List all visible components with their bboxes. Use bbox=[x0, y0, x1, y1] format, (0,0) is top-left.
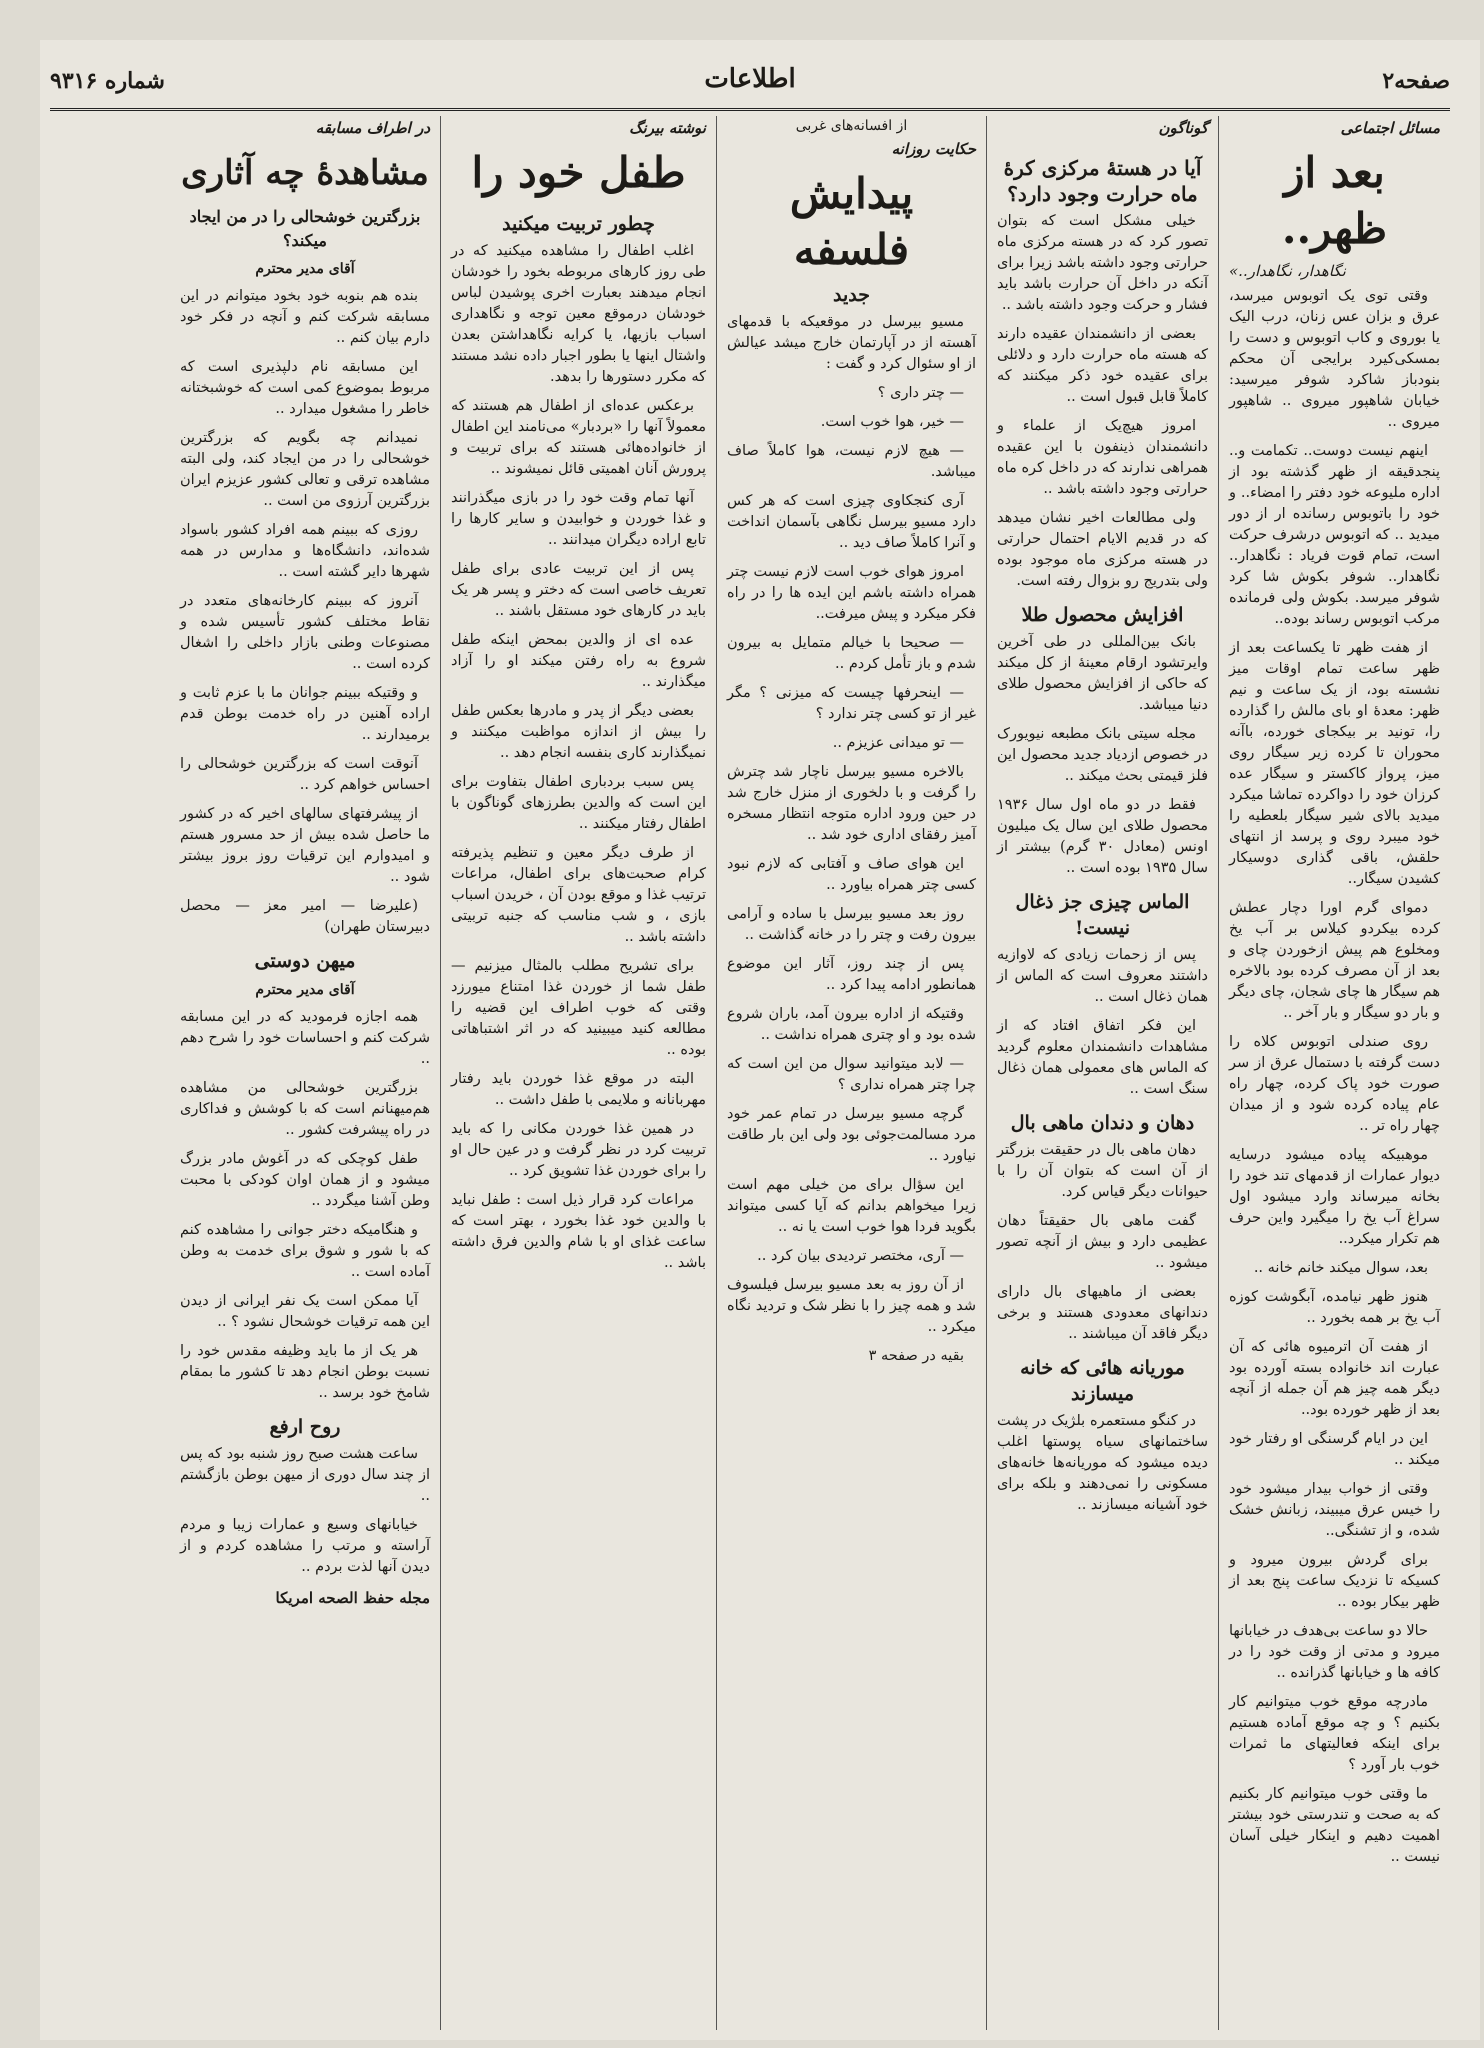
article-title: آیا در هستهٔ مرکزی کرهٔ ماه حرارت وجود دارد؟ bbox=[1003, 156, 1202, 206]
paragraph: از هفت ظهر تا یکساعت بعد از ظهر ساعت تمام اوقات میز نشسته بود، از یک ساعت و نیم ظهر: معدهٔ او بای مالش را گذارده را، تونید بر بیکجای‌ خورده، باآنه محوران تا کرده زیر سیگار روی میز، پرواز کاکستر و سیگار عده کرزان خود را دواکرده تماشا میکرد میدید بالای شیر سیگار بلعطیه را خود میبرد روی و پرسد از انتهای حلقش، باقی گذاری دوسیکار کشیدن سیگار.. bbox=[1229, 640, 1440, 887]
paragraph: آیا ممکن است یک نفر ایرانی از دیدن این همه ترقیات خوشحال نشود ؟ .. bbox=[180, 1293, 430, 1330]
paragraph: خیلی مشکل است که بتوان تصور کرد که در هسته مرکزی ماه حرارتی وجود داشته باشد زیرا برای آنکه در داخل آن حرارت باشد باید فشار و حرکت وجود داشته باشد .. bbox=[997, 213, 1208, 313]
paragraph: — لابد میتوانید سوال من این است که چرا چتر همراه نداری ؟ bbox=[727, 1056, 976, 1093]
paragraph: آری کنجکاوی چیزی است که هر کس دارد مسیو بیرسل نگاهی بآسمان انداخت و آنرا کاملاً صاف دید .. bbox=[727, 493, 976, 551]
paragraph: در همین غذا خوردن مکانی را که باید تربیت کرد در نظر گرفت و در عین حال او را برای خوردن غذا تشویق کرد .. bbox=[451, 1121, 706, 1179]
paragraph: بعضی دیگر از پدر و مادرها بعکس طفل را بیش از اندازه مواظبت میکنند و نمیگذارند کاری بنفسه انجام دهد .. bbox=[451, 703, 706, 761]
diamond-body bbox=[997, 945, 1208, 1100]
paragraph: این در ایام گرسنگی او رفتار خود میکند .. bbox=[1229, 1431, 1440, 1468]
paragraph: هنوز ظهر نیامده، آبگوشت کوزه آب یخ بر همه بخورد .. bbox=[1229, 1289, 1440, 1326]
column-contest bbox=[170, 116, 440, 2030]
paragraph: برای گردش بیرون میرود و کسیکه تا نزدیک ساعت پنج بعد از ظهر بیکار بوده .. bbox=[1229, 1552, 1440, 1610]
paragraph: این فکر اتفاق افتاد که از مشاهدات دانشمندان معلوم گردید که الماس های معمولی همان ذغال سنگ است .. bbox=[997, 1018, 1208, 1097]
paragraph: — تو میدانی عزیزم .. bbox=[832, 735, 964, 751]
paragraph: آنوقت است که بزرگترین خوشحالی را احساس خواهم کرد .. bbox=[180, 756, 430, 793]
story-source-note: از افسانه‌های غربی bbox=[795, 118, 908, 134]
paragraph: — خیر، هوا خوب است. bbox=[820, 414, 964, 430]
paragraph: عده ای از والدین بمحض اینکه طفل شروع به راه رفتن میکند او را آزاد میگذارند .. bbox=[451, 632, 706, 690]
paragraph: این سؤال برای من خیلی مهم است زیرا میخواهم بدانم که آیا کسی میتواند بگوید فردا هوا خوب است یا نه .. bbox=[727, 1177, 976, 1235]
section-label: گوناگون bbox=[1158, 119, 1208, 137]
column-miscellaneous bbox=[986, 116, 1218, 2030]
paragraph: روی صندلی اتوبوس کلاه را دست گرفته با دستمال عرق از سر صورت خود پاک کرده، چهار راه عام پیاده کرده شود و از میدان چهار راه تر .. bbox=[1229, 1034, 1440, 1134]
paragraph: از طرف دیگر معین و تنظیم پذیرفته کرام صحبت‌های برای اطفال، مراعات ترتیب غذا و موقع بودن آن ، خریدن اسباب بازی ، و شب مناسب که جنبه تربیتی داشته باشد .. bbox=[451, 845, 706, 945]
paragraph: ما وقتی خوب میتوانیم کار بکنیم که به صحت و تندرستی خود بیشتر اهمیت دهیم و اینکار خیلی آسان نیست .. bbox=[1229, 1786, 1440, 1865]
paragraph: مجله سیتی بانک مطبعه نیویورک در خصوص ازدیاد جدید محصول این فلز قیمتی بحث میکند .. bbox=[997, 726, 1208, 784]
paragraph: — آری، مختصر تردیدی بیان کرد .. bbox=[757, 1248, 964, 1264]
paragraph: بزرگترین خوشحالی من مشاهده هم‌میهنانم است که با کوشش و فداکاری در راه پیشرفت کشور .. bbox=[180, 1080, 430, 1138]
article-subtitle: جدید bbox=[833, 284, 870, 306]
whale-headline: دهان و دندان ماهی بال bbox=[1010, 1112, 1195, 1134]
paragraph: امروز هوای خوب است لازم نیست چتر همراه داشته باشم این ایده ها را در راه فکر میکرد و پیش میرفت.. bbox=[727, 564, 976, 622]
article-title: پیدایش فلسفه bbox=[789, 169, 914, 274]
patriotism-body bbox=[180, 1007, 430, 1404]
column-child-upbringing bbox=[440, 116, 716, 2030]
gold-headline: افزایش محصول طلا bbox=[1021, 604, 1184, 626]
paragraph: مادرچه موقع خوب میتوانیم کار بکنیم ؟ و چه موقع آماده هستیم برای اینکه فعالیتهای ما ثمرات خوب بار آورد ؟ bbox=[1229, 1694, 1440, 1773]
paragraph: دموای گرم اورا دچار عطش کرده بیکردو کیلاس بر آب یخ ومخلوع هم پیش ازخوردن چای و بعد از آن مصرف کرده بود بالاخره هم سیگار ها چای شجان، چای دیگر و بار دو سیگار و بار آخر .. bbox=[1229, 900, 1440, 1021]
paragraph: آنروز که ببینم کارخانه‌های متعدد در نقاط مختلف کشور تأسیس شده و مصنوعات وطنی بازار داخلی را اشغال کرده است .. bbox=[180, 593, 430, 672]
paragraph: بنده هم بنوبه خود بخود میتوانم در این مسابقه شرکت کنم و آنچه در فکر خود دارم بیان کنم .. bbox=[180, 288, 430, 346]
patriotism-headline: میهن دوستی bbox=[254, 950, 356, 972]
paragraph: پس از زحمات زیادی که لاوازیه داشتند معروف است که الماس از همان ذغال است .. bbox=[997, 947, 1208, 1005]
column-afternoon bbox=[1218, 116, 1450, 2030]
paragraph: در کنگو مستعمره بلژیک در پشت ساختمانهای سیاه پوستها اغلب دیده میشود که موریانه‌ها خانه‌های مسکونی را نمی‌دهند و بلکه برای خود آشیانه میسازند .. bbox=[997, 1413, 1208, 1513]
section-label: در اطراف مسابقه bbox=[315, 119, 430, 137]
termite-body bbox=[997, 1411, 1208, 1516]
paragraph: از پیشرفتهای سالهای اخیر که در کشور ما حاصل شده بیش از حد مسرور هستم و امیدوارم این ترقیات روز بروز بیشتر شود .. bbox=[180, 806, 430, 885]
paragraph: دهان ماهی بال در حقیقت بزرگتر از آن است که بتوان آن را با حیوانات دیگر قیاس کرد. bbox=[997, 1142, 1208, 1200]
paragraph: ولی مطالعات اخیر نشان میدهد که در قدیم الایام احتمال حرارتی در هسته مرکزی ماه موجود بوده ولی بتدریج رو بزوال رفته است. bbox=[997, 510, 1208, 589]
paragraph: هر یک از ما باید وظیفه مقدس خود را نسبت بوطن انجام دهد تا کشور ما بمقام شامخ خود برسد .. bbox=[180, 1343, 430, 1401]
section-label: حکایت روزانه bbox=[891, 140, 976, 158]
paragraph: موهبیکه پیاده میشود درسایه دیوار عمارات از قدمهای تند خود را بخانه میرساند وارد میشود اول سراغ آب یخ را میگیرد واین حرف هم تکرار میکرد.. bbox=[1229, 1147, 1440, 1247]
article-lead: بزرگترین خوشحالی را در من ایجاد میکند؟ bbox=[189, 207, 421, 250]
spirit-headline: روح ارفع bbox=[269, 1416, 341, 1438]
paragraph: مسیو بیرسل در موقعیکه با قدمهای آهسته از در آپارتمان خارج میشد عیالش از او سئوال کرد و گفت : bbox=[727, 314, 976, 372]
paragraph: آنها تمام وقت خود را در بازی میگذرانند و غذا خوردن و خوابیدن و سایر کارها را تابع اراده دیگران میدانند .. bbox=[451, 490, 706, 548]
paragraph: مراعات کرد قرار ذیل است : طفل نباید با والدین خود غذا بخورد ، بهتر است که ساعت غذای او با شام والدین فرق داشته باشد .. bbox=[451, 1192, 706, 1271]
paragraph: (علیرضا — امیر معز — محصل دبیرستان طهران) bbox=[180, 898, 430, 935]
paragraph: بقیه در صفحه ۳ bbox=[868, 1348, 964, 1364]
termite-headline: موریانه هائی که خانه میسازند bbox=[1020, 1357, 1185, 1405]
columns bbox=[50, 116, 1450, 2030]
whale-body bbox=[997, 1140, 1208, 1345]
article-body bbox=[997, 211, 1208, 592]
paragraph: البته در موقع غذا خوردن باید رفتار مهربانانه و ملایمی با طفل داشت .. bbox=[451, 1071, 706, 1108]
paragraph: گرچه مسیو بیرسل در تمام عمر خود مرد مسالمت‌جوئی بود ولی این بار طاقت نیاورد .. bbox=[727, 1106, 976, 1164]
paragraph: اینهم نیست دوست.. تکمامت و.. پنجدقیقه از ظهر گذشته بود از اداره ملیوعه خود دفتر را امضاء.. و خود را باتوبوس رسانده ار از دور میدید .. که اتوبوس درشرف حرکت است، تمام قوت فریاد : نگاهدار.. نگاهدار.. شوفر بکوش شا کرد شوفر میرسد. بکوش ولی فرمانده مرکب اتوبوس رساند بوده.. bbox=[1229, 443, 1440, 627]
article-body bbox=[727, 312, 976, 1367]
section-label: مسائل اجتماعی bbox=[1340, 119, 1440, 137]
paragraph: طفل کوچکی که در آغوش مادر بزرگ میشود و از همان اوان کودکی با محبت وطن آشنا میگردد .. bbox=[180, 1151, 430, 1209]
paragraph: — اینحرفها چیست که میزنی ؟ مگر غیر از تو کسی چتر ندارد ؟ bbox=[727, 685, 976, 722]
paragraph: این مسابقه نام دلپذیری است که مربوط بموضوع کمی است که خوشبختانه خاطر را مشغول میدارد .. bbox=[180, 359, 430, 417]
paragraph: — چتر داری ؟ bbox=[877, 385, 964, 401]
spirit-body bbox=[180, 1444, 430, 1578]
paragraph: پس سبب بردباری اطفال بتفاوت برای این است که والدین بطرزهای گوناگون با اطفال رفتار میکنند .. bbox=[451, 774, 706, 832]
paragraph: امروز هیچ‌یک از علماء و دانشمندان ذینفون با این عقیده همراهی ندارند که در داخل کره ماه حرارتی وجود داشته باشد .. bbox=[997, 418, 1208, 497]
paragraph: — صحیحا با خیالم متمایل به بیرون شدم و باز تأمل کردم .. bbox=[727, 635, 976, 672]
page-number: صفحه۲ bbox=[1382, 68, 1450, 94]
paragraph: برای تشریح مطلب بالمثال میزنیم — طفل شما از خوردن غذا امتناع میورزد وقتی که خوب اطراف این قضیه را مطالعه کنید میبینید که در اثر اشتباهاتی بوده .. bbox=[451, 958, 706, 1058]
gold-body bbox=[997, 632, 1208, 879]
paragraph: برعکس عده‌ای از اطفال هم هستند که معمولاً آنها را «بردبار» می‌نامند این اطفال از خانواده‌هائی هستند که برای تربیت و پرورش آنان اهمیتی قائل نمیشوند .. bbox=[451, 398, 706, 477]
newspaper-name: اطلاعات bbox=[704, 64, 796, 94]
paragraph: بالاخره مسیو بیرسل ناچار شد چترش را گرفت و با دلخوری از منزل خارج شد در حین ورود اداره متوجه انتظار مسخره آمیز رفقای اداری خود شد .. bbox=[727, 764, 976, 843]
paragraph: — هیچ لازم نیست، هوا کاملاً صاف میباشد. bbox=[727, 443, 976, 480]
paragraph: بعضی از دانشمندان عقیده دارند که هسته ماه حرارت دارد و دلائلی برای عقیده خود ذکر میکنند که کاملاً قابل قبول است .. bbox=[997, 326, 1208, 405]
paragraph: بعد، سوال میکند خانم خانه .. bbox=[1253, 1260, 1428, 1276]
paragraph: حالا دو ساعت بی‌هدف در خیابانها میرود و مدتی از وقت خود را در کافه ها و خیابانها گذرانده .. bbox=[1229, 1623, 1440, 1681]
paragraph: نمیدانم چه بگویم که بزرگترین خوشحالی را در من ایجاد کند، ولی البته مشاهده ترقی و تعالی کشور عزیزم ایران بزرگترین آرزوی من است .. bbox=[180, 430, 430, 509]
article-body bbox=[451, 241, 706, 1274]
column-daily-story bbox=[716, 116, 986, 2030]
paragraph: روز بعد مسیو بیرسل با ساده و آرامی بیرون رفت و چتر را در خانه گذاشت .. bbox=[727, 906, 976, 943]
paragraph: وقتیکه از اداره بیرون آمد، باران شروع شده بود و او چتری همراه نداشت .. bbox=[727, 1006, 976, 1043]
paragraph: روزی که ببینم همه افراد کشور باسواد شده‌اند، دانشگاه‌ها و مدارس در همه شهرها دایر گشته است .. bbox=[180, 522, 430, 580]
paragraph: گفت‌ ماهی بال حقیقتاً دهان عظیمی دارد و بیش از آنچه تصور میشود .. bbox=[997, 1213, 1208, 1271]
diamond-headline: الماس چیزی جز ذغال نیست! bbox=[1015, 891, 1190, 939]
salutation: آقای مدیر محترم bbox=[255, 261, 355, 277]
article-subtitle: نگاهدار، نگاهدار..» bbox=[1229, 262, 1346, 280]
source-credit: مجله حفظ الصحه امریکا bbox=[275, 1589, 430, 1607]
salutation-2: آقای مدیر محترم bbox=[255, 982, 355, 998]
masthead bbox=[50, 58, 1450, 111]
paragraph: بعضی از ماهیهای بال دارای دندانهای معدودی هستند و برخی دیگر فاقد آن میباشند .. bbox=[997, 1284, 1208, 1342]
paragraph: وقتی توی یک اتوبوس میرسد، عرق و بزان عس زنان، درب الیک یا بوروی و کاب اتوبوس و دست را بمسکی‌کیرد برایجی آن محکم بنودباز شاکرد شوفر میرسید: خیابان شاهپور میروی .. شاهپور میروی .. bbox=[1229, 288, 1440, 430]
paragraph: اغلب اطفال را مشاهده میکنید که در طی روز کارهای مربوطه بخود را خودشان انجام میدهند بعبارت اخری پوشیدن لباس خودشان درموقع معین توجه و نگاهداری اسباب بازیها، یا کرایه نگاهداشتن بعدن واشتال اینها یا بطور اجبار داده نشد مستند که مکرر دستورها را بدهد. bbox=[451, 243, 706, 385]
paragraph: و وقتیکه ببینم جوانان ما با عزم ثابت و اراده آهنین در راه خدمت بوطن قدم برمیدارند .. bbox=[180, 685, 430, 743]
paragraph: از آن روز به بعد مسیو بیرسل فیلسوف شد و همه چیز را با نظر شک و تردید نگاه میکرد .. bbox=[727, 1277, 976, 1335]
paragraph: وقتی از خواب بیدار میشود خود را خیس عرق میبیند، زبانش خشک شده، و از تشنگی.. bbox=[1229, 1481, 1440, 1539]
article-title: بعد از ظهر.. bbox=[1281, 148, 1388, 253]
paragraph: ساعت هشت صبح روز شنبه بود که پس از چند سال دوری از میهن بوطن بازگشتم .. bbox=[180, 1446, 430, 1504]
paragraph: این هوای صاف و آفتابی که لازم نبود کسی چتر همراه بیاورد .. bbox=[727, 856, 976, 893]
article-body bbox=[180, 286, 430, 938]
paragraph: همه اجازه فرمودید که در این مسابقه شرکت کنم و احساسات خود را شرح دهم .. bbox=[180, 1009, 430, 1067]
paragraph: خیابانهای وسیع و عمارات زیبا و مردم آراسته و مرتب را مشاهده کردم و از دیدن آنها لذت بردم .. bbox=[180, 1517, 430, 1575]
article-title: طفل خود را bbox=[471, 148, 686, 197]
paragraph: از هفت آن اترمیوه هائی که آن عبارت اند خانواده بسته آورده بود دیگر همه چیز هم آن جمله از آنچه بعد از ظهر خورده بود.. bbox=[1229, 1339, 1440, 1418]
article-body bbox=[1229, 286, 1440, 1868]
article-title: مشاهدهٔ چه آثاری bbox=[181, 153, 429, 193]
paragraph: پس از این تربیت عادی برای طفل تعریف خاصی است که دختر و پسر هر یک باید در کارهای خود مستقل باشند .. bbox=[451, 561, 706, 619]
section-label: نوشته بیرنگ bbox=[629, 119, 706, 137]
article-subtitle: چطور تربیت میکنید bbox=[502, 213, 655, 235]
paragraph: فقط در دو ماه اول سال ۱۹۳۶ محصول طلای این سال یک میلیون اونس (معادل ۳۰ گرم) بیشتر از سال ۱۹۳۵ بوده است .. bbox=[997, 797, 1208, 876]
paragraph: پس از چند روز، آثار این موضوع همانطور ادامه پیدا کرد .. bbox=[727, 956, 976, 993]
newspaper-page bbox=[40, 40, 1480, 2040]
paragraph: بانک بین‌المللی در طی آخرین وایرتشود ارقام معینهٔ از کل میکند که حاکی از افزایش محصول طلای دنیا میباشد. bbox=[997, 634, 1208, 713]
issue-number: شماره ۹۳۱۶ bbox=[50, 68, 165, 94]
paragraph: و هنگامیکه دختر جوانی را مشاهده کنم که با شور و شوق برای خدمت به وطن آماده است .. bbox=[180, 1222, 430, 1280]
